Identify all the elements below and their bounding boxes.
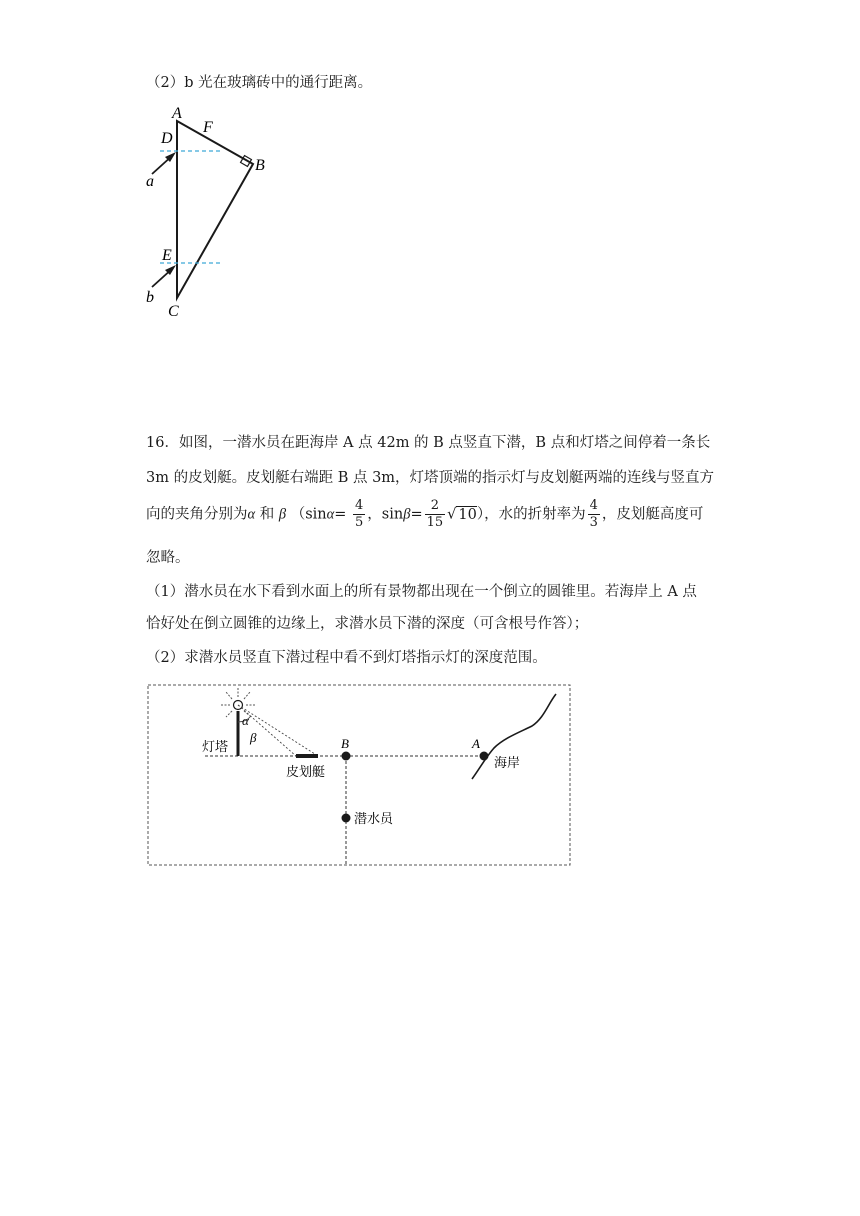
label-B2: B [341,736,349,751]
eq1: = [334,506,347,523]
alpha-label: α [242,713,249,728]
paren-close: ），水的折射率为 [476,506,586,523]
fraction-2-15: $\frac{2}{15}$ [426,498,444,530]
beta-symbol: β [278,506,287,523]
paren-open: （ [290,506,306,523]
sin-alpha-symbol: α [326,506,335,523]
fraction-4-3: $\frac{4}{3}$ [589,498,598,530]
diver-point [342,814,351,823]
diver-label: 潜水员 [354,812,394,827]
q16-line4: 忽略。 [146,550,190,566]
q16-part1-b: 恰好处在倒立圆锥的边缘上，求潜水员下潜的深度（可含根号作答）； [146,616,589,632]
label-a: a [146,173,154,190]
label-B: B [255,157,265,174]
q16-line1: 16．如图，一潜水员在距海岸 A 点 42m 的 B 点竖直下潜，B 点和灯塔之间停着一条长 [146,435,711,451]
q16-part2: （2）求潜水员竖直下潜过程中看不到灯塔指示灯的深度范围。 [146,650,547,666]
lighthouse-label: 灯塔 [202,740,229,755]
q16-line3-start: 向的夹角分别为 [146,506,248,523]
and-text: 和 [259,506,275,523]
figure-border [148,685,570,865]
kayak-label: 皮划艇 [286,765,326,780]
label-F: F [203,119,213,136]
beta-label: β [250,730,257,745]
sin-beta-label: sin [381,506,404,523]
point-B [342,752,351,761]
label-b: b [146,289,154,306]
q16-line2: 3m 的皮划艇。皮划艇右端距 B 点 3m，灯塔顶端的指示灯与皮划艇两端的连线与竖直方 [146,470,715,486]
q15-part2-text: （2）b 光在玻璃砖中的通行距离。 [146,75,373,91]
q16-line3: 向的夹角分别为α 和 β （sinα= $\frac{4}{5}$ ，sinβ= $\frac{2}{15}$ √ 10），水的折射率为 $\frac{4}{3}$ ，皮划艇高度可 [146,498,704,530]
q16-part1-a: （1）潜水员在水下看到水面上的所有景物都出现在一个倒立的圆锥里。若海岸上 A 点 [146,584,697,600]
q16-line3-end: ，皮划艇高度可 [601,506,704,523]
sin-alpha-label: sin [305,506,327,523]
label-A2: A [472,736,480,751]
shore-label: 海岸 [494,756,521,771]
label-D: D [161,130,173,147]
sqrt-10: 10 [458,506,477,523]
label-E: E [162,247,172,264]
alpha-symbol: α [247,506,256,523]
label-C: C [168,303,179,320]
sin-beta-symbol: β [403,506,411,523]
fraction-4-5: $\frac{4}{5}$ [355,498,364,530]
comma1: ， [367,506,382,523]
label-A: A [172,105,182,122]
eq2: = [410,506,423,523]
